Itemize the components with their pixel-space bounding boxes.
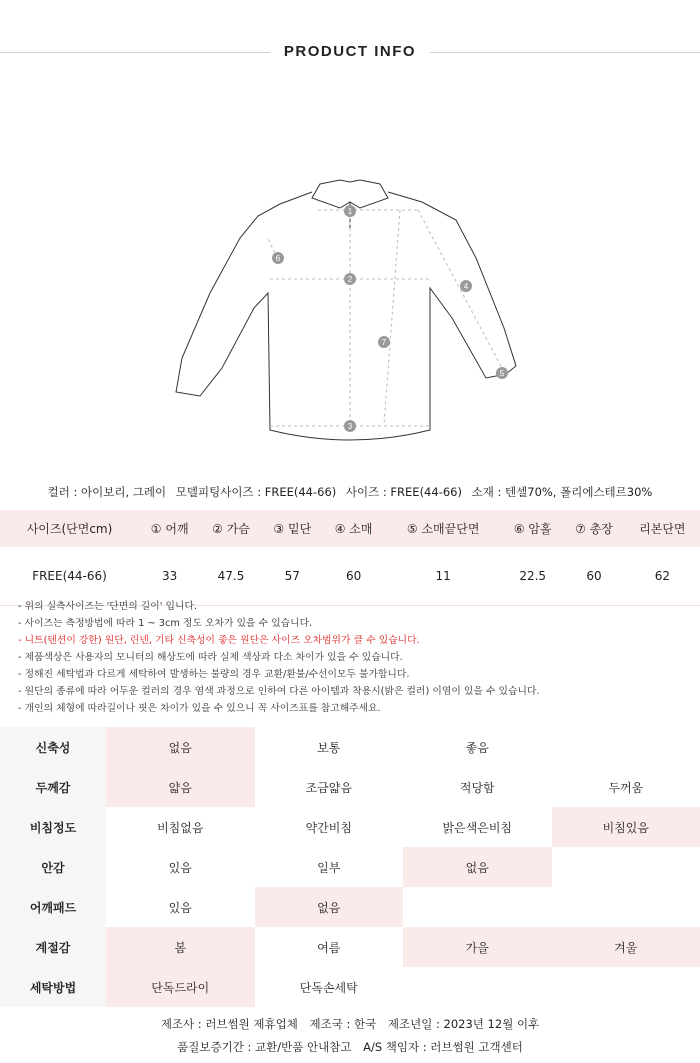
property-option: 얇음 xyxy=(106,767,255,807)
size-header: 리본단면 xyxy=(625,510,700,547)
property-option: 가을 xyxy=(403,927,552,967)
property-row-shoulder-pad xyxy=(0,887,700,927)
property-option: 적당함 xyxy=(459,780,495,795)
divider-right xyxy=(430,52,700,53)
marker-5 xyxy=(496,367,508,379)
footer-line-2 xyxy=(0,1036,700,1059)
property-row-thickness xyxy=(0,767,700,807)
property-option: 일부 xyxy=(317,860,341,875)
product-info-row xyxy=(0,484,700,506)
property-option: 밝은색은비침 xyxy=(442,820,513,835)
size-cell: 57 xyxy=(262,547,323,605)
body-outline xyxy=(176,192,516,440)
size-header: 사이즈(단면cm) xyxy=(0,510,139,547)
svg-text:4: 4 xyxy=(463,282,469,291)
property-option: 비침없음 xyxy=(157,820,204,835)
size-info: 사이즈 : FREE(44-66) xyxy=(345,485,462,499)
garment-illustration xyxy=(160,168,540,450)
note-item: - 위의 실측사이즈는 '단면의 길이' 입니다. xyxy=(18,601,198,612)
size-notes xyxy=(18,598,688,717)
marker-7 xyxy=(378,336,390,348)
property-option xyxy=(552,967,700,1007)
svg-text:6: 6 xyxy=(275,254,281,263)
size-header: ⑤ 소매끝단면 xyxy=(384,510,502,547)
property-option: 겨울 xyxy=(552,927,700,967)
manufacturer: 제조사 : 러브썸원 제휴업체 xyxy=(160,1017,298,1031)
property-option: 봄 xyxy=(106,927,255,967)
svg-text:5: 5 xyxy=(499,369,505,378)
property-option: 없음 xyxy=(106,727,255,767)
note-item: - 개인의 체형에 따라길이나 핏은 차이가 있을 수 있으니 꼭 사이즈표를 참고해주세요. xyxy=(18,703,381,714)
property-label: 안감 xyxy=(0,847,106,887)
svg-text:2: 2 xyxy=(347,275,353,284)
section-title: PRODUCT INFO xyxy=(283,43,417,60)
color-info: 컬러 : 아이보리, 그레이 xyxy=(47,485,167,499)
property-row-season xyxy=(0,927,700,967)
size-cell: 60 xyxy=(563,547,624,605)
note-item: - 제품색상은 사용자의 모니터의 해상도에 따라 실제 색상과 다소 차이가 있을 수 있습니다. xyxy=(18,652,403,663)
size-table xyxy=(0,510,700,606)
note-item-warning: - 니트(텐션이 강한) 원단, 린넨, 기타 신축성이 좋은 원단은 사이즈 오차범위가 클 수 있습니다. xyxy=(18,635,420,646)
size-header: ③ 밑단 xyxy=(262,510,323,547)
property-option: 약간비침 xyxy=(305,820,352,835)
property-option xyxy=(552,727,700,767)
property-option xyxy=(552,847,700,887)
property-option xyxy=(403,887,552,927)
property-option: 좋음 xyxy=(465,740,489,755)
size-cell: 60 xyxy=(323,547,384,605)
property-option xyxy=(552,887,700,927)
manufacture-date: 제조년일 : 2023년 12월 이후 xyxy=(387,1017,540,1031)
marker-4 xyxy=(460,280,472,292)
property-option: 조금얇음 xyxy=(305,780,352,795)
property-row-lining xyxy=(0,847,700,887)
fabric-properties-table xyxy=(0,727,700,1007)
property-option: 비침있음 xyxy=(552,807,700,847)
warranty-period: 품질보증기간 : 교환/반품 안내참고 xyxy=(177,1040,352,1054)
country-of-manufacture: 제조국 : 한국 xyxy=(309,1017,377,1031)
property-option: 보통 xyxy=(317,740,341,755)
section-header xyxy=(0,38,700,68)
manufacturer-info xyxy=(0,1013,700,1059)
property-option: 두꺼움 xyxy=(608,780,644,795)
size-header: ⑦ 총장 xyxy=(563,510,624,547)
size-header: ⑥ 암홀 xyxy=(502,510,563,547)
table-row xyxy=(0,547,700,605)
property-option: 있음 xyxy=(168,900,192,915)
property-label: 신축성 xyxy=(0,727,106,767)
size-header: ④ 소매 xyxy=(323,510,384,547)
note-item: - 원단의 종류에 따라 어두운 컬러의 경우 염색 과정으로 인하여 다른 아이템과 착용시(밝은 컬러) 이염이 있을 수 있습니다. xyxy=(18,686,540,697)
as-contact: A/S 책임자 : 러브썸원 고객센터 xyxy=(363,1040,523,1054)
property-label: 계절감 xyxy=(0,927,106,967)
divider-left xyxy=(0,52,270,53)
property-option: 없음 xyxy=(403,847,552,887)
material-info: 소재 : 텐셀70%, 폴리에스테르30% xyxy=(471,485,653,499)
size-table-header xyxy=(0,510,700,547)
property-option xyxy=(403,967,552,1007)
note-item: - 정해진 세탁법과 다르게 세탁하여 발생하는 불량의 경우 교환/환불/수선이모두 불가합니다. xyxy=(18,669,410,680)
size-cell: 11 xyxy=(384,547,502,605)
property-option: 단독드라이 xyxy=(106,967,255,1007)
svg-text:1: 1 xyxy=(347,207,353,216)
property-option: 여름 xyxy=(317,940,341,955)
property-row-stretch xyxy=(0,727,700,767)
size-cell: 33 xyxy=(139,547,200,605)
property-option: 있음 xyxy=(168,860,192,875)
property-option: 단독손세탁 xyxy=(299,980,358,995)
svg-text:7: 7 xyxy=(381,338,387,347)
size-header: ② 가슴 xyxy=(200,510,261,547)
size-header: ① 어깨 xyxy=(139,510,200,547)
property-label: 두께감 xyxy=(0,767,106,807)
property-label: 어깨패드 xyxy=(0,887,106,927)
footer-line-1 xyxy=(0,1013,700,1036)
property-label: 비침정도 xyxy=(0,807,106,847)
marker-2 xyxy=(344,273,356,285)
size-cell: 47.5 xyxy=(200,547,261,605)
property-row-sheerness xyxy=(0,807,700,847)
model-size-info: 모델피팅사이즈 : FREE(44-66) xyxy=(175,485,337,499)
property-row-washing xyxy=(0,967,700,1007)
svg-text:3: 3 xyxy=(347,422,353,431)
size-cell: 62 xyxy=(625,547,700,605)
property-option: 없음 xyxy=(255,887,404,927)
size-cell: FREE(44-66) xyxy=(0,547,139,605)
size-cell: 22.5 xyxy=(502,547,563,605)
note-item: - 사이즈는 측정방법에 따라 1 ~ 3cm 정도 오차가 있을 수 있습니다. xyxy=(18,618,313,629)
marker-1 xyxy=(344,205,356,217)
marker-6 xyxy=(272,252,284,264)
marker-3 xyxy=(344,420,356,432)
property-label: 세탁방법 xyxy=(0,967,106,1007)
